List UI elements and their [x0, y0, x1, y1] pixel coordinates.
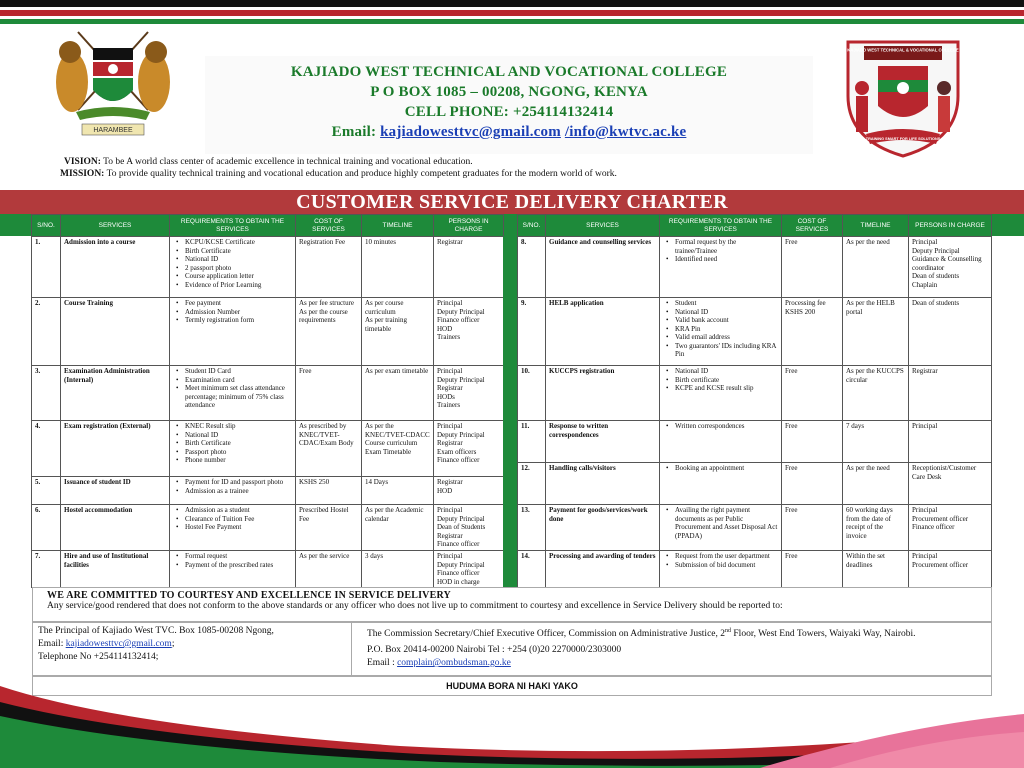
service-cost: Free: [782, 421, 843, 463]
contacts-box: [32, 622, 992, 676]
requirement-item: • Phone number: [173, 456, 292, 465]
service-number: 13.: [518, 505, 546, 551]
requirement-item: • Student: [663, 299, 778, 308]
service-row: [32, 421, 504, 477]
principal-phone: Telephone No +254114132414;: [38, 652, 159, 662]
requirement-item: • Examination card: [173, 376, 292, 385]
service-requirements: [170, 237, 296, 298]
service-row: [518, 366, 992, 421]
service-cost: Free: [782, 463, 843, 505]
service-persons: Registrar HOD: [434, 477, 504, 505]
service-row: [32, 366, 504, 421]
service-cost: Free: [782, 237, 843, 298]
requirement-item: • Written correspondences: [663, 422, 778, 431]
service-row: [32, 477, 504, 505]
requirements-list: [173, 367, 292, 410]
service-persons: Principal Deputy Principal Dean of Students Registrar Finance officer: [434, 505, 504, 551]
service-cost: Free: [782, 366, 843, 421]
commission-email-label: Email :: [367, 658, 398, 669]
requirement-item: • Formal request: [173, 552, 292, 561]
col-header-services: SERVICES: [546, 215, 660, 237]
service-cost: Processing fee KSHS 200: [782, 298, 843, 366]
bottom-swoosh: [0, 686, 1024, 768]
service-row: [32, 237, 504, 298]
service-name: Examination Administration (Internal): [61, 366, 170, 421]
service-number: 11.: [518, 421, 546, 463]
service-timeline: 10 minutes: [362, 237, 434, 298]
requirement-item: • National ID: [663, 367, 778, 376]
requirement-item: • KCPE and KCSE result slip: [663, 384, 778, 393]
vision-text: To be A world class center of academic excellence in technical training and vocational education.: [103, 157, 473, 167]
requirement-item: • Payment of the prescribed rates: [173, 561, 292, 570]
college-address: P O BOX 1085 – 00208, NGONG, KENYA: [370, 84, 648, 100]
requirement-item: • Course application letter: [173, 272, 292, 281]
principal-address: The Principal of Kajiado West TVC. Box 1085-00208 Ngong,: [38, 626, 274, 636]
service-row: [32, 551, 504, 588]
requirements-list: [173, 299, 292, 325]
requirement-item: • Valid bank account: [663, 316, 778, 325]
service-name: Course Training: [61, 298, 170, 366]
requirement-item: • Evidence of Prior Learning: [173, 281, 292, 290]
logo-text-bottom: TRAINING SMART FOR LIFE SOLUTIONS: [865, 137, 941, 141]
requirements-list: [173, 422, 292, 465]
requirement-item: • Fee payment: [173, 299, 292, 308]
commitment-body: Any service/good rendered that does not conform to the above standards or any officer who does not live up to commitment to courtesy and excellence in Service Delivery should be reported to:: [47, 601, 783, 611]
college-phone: CELL PHONE: +254114132414: [404, 104, 614, 120]
commission-address-a: The Commission Secretary/Chief Executive Officer, Commission on Administrative Justice, 2: [367, 629, 726, 640]
service-requirements: [660, 463, 782, 505]
commitment-heading: WE ARE COMMITTED TO COURTESY AND EXCELLENCE IN SERVICE DELIVERY: [47, 590, 451, 601]
requirement-item: • Submission of bid document: [663, 561, 778, 570]
service-number: 5.: [32, 477, 61, 505]
col-header-timeline: TIMELINE: [362, 215, 434, 237]
commission-address: [367, 625, 987, 641]
requirements-list: [173, 552, 292, 569]
requirement-item: • Termly registration form: [173, 316, 292, 325]
service-timeline: 14 Days: [362, 477, 434, 505]
service-cost: Prescribed Hostel Fee: [296, 505, 362, 551]
service-timeline: As per the KUCCPS circular: [843, 366, 909, 421]
service-persons: Principal Procurement officer: [909, 551, 992, 588]
service-row: [32, 298, 504, 366]
service-requirements: [660, 421, 782, 463]
service-timeline: As per the Academic calendar: [362, 505, 434, 551]
service-requirements: [170, 421, 296, 477]
service-timeline: As per the KNEC/TVET-CDACC Course curriculum Exam Timetable: [362, 421, 434, 477]
service-requirements: [660, 366, 782, 421]
table-divider: [503, 236, 517, 587]
requirement-item: • Meet minimum set class attendance percentage; minimum of 75% class attendance: [173, 384, 292, 410]
commission-email-line: [367, 657, 987, 670]
service-row: [518, 551, 992, 588]
service-name: Guidance and counselling services: [546, 237, 660, 298]
college-name: KAJIADO WEST TECHNICAL AND VOCATIONAL COLLEGE: [290, 64, 728, 80]
requirements-list: [173, 506, 292, 532]
principal-email-link[interactable]: kajiadowesttvc@gmail.com: [65, 639, 172, 649]
email-label: Email:: [331, 124, 377, 140]
requirement-item: • National ID: [173, 431, 292, 440]
service-cost: Free: [296, 366, 362, 421]
service-number: 4.: [32, 421, 61, 477]
service-cost: Free: [782, 505, 843, 551]
service-requirements: [170, 505, 296, 551]
requirements-list: [663, 506, 778, 540]
service-persons: Principal: [909, 421, 992, 463]
service-persons: Registrar: [434, 237, 504, 298]
logo-text-top: KAJIADO WEST TECHNICAL & VOCATIONAL COLLEGE: [847, 47, 959, 53]
email-link-primary[interactable]: kajiadowesttvc@gmail.com: [380, 124, 561, 140]
swoosh-decoration-icon: [0, 686, 1024, 768]
mission-statement: [60, 168, 617, 180]
requirement-item: • Valid email address: [663, 333, 778, 342]
service-cost: Free: [782, 551, 843, 588]
service-row: [518, 237, 992, 298]
service-persons: Principal Deputy Principal Finance officer HOD in charge: [434, 551, 504, 588]
col-header-requirements: REQUIREMENTS TO OBTAIN THE SERVICES: [660, 215, 782, 237]
service-requirements: [170, 551, 296, 588]
principal-contact: [38, 625, 348, 664]
requirement-item: • Two guarantors' IDs including KRA Pin: [663, 342, 778, 359]
requirements-list: [663, 299, 778, 359]
principal-email-line: [38, 638, 348, 651]
charter-title: CUSTOMER SERVICE DELIVERY CHARTER: [0, 190, 1024, 214]
service-number: 8.: [518, 237, 546, 298]
commission-address-b: Floor, West End Towers, Waiyaki Way, Nairobi.: [731, 629, 916, 640]
requirement-item: • Student ID Card: [173, 367, 292, 376]
service-requirements: [660, 237, 782, 298]
service-cost: As prescribed by KNEC/TVET-CDAC/Exam Body: [296, 421, 362, 477]
service-row: [518, 298, 992, 366]
email-link-secondary[interactable]: /info@kwtvc.ac.ke: [564, 124, 687, 140]
service-requirements: [170, 298, 296, 366]
service-requirements: [170, 477, 296, 505]
col-header-sno: S/NO.: [32, 215, 61, 237]
requirement-item: • Admission Number: [173, 308, 292, 317]
service-number: 3.: [32, 366, 61, 421]
service-requirements: [660, 505, 782, 551]
service-number: 6.: [32, 505, 61, 551]
vision-label: VISION:: [64, 157, 101, 167]
table-header-row: [518, 215, 992, 237]
service-name: Admission into a course: [61, 237, 170, 298]
service-cost: KSHS 250: [296, 477, 362, 505]
service-requirements: [170, 366, 296, 421]
charter-table-left: [31, 214, 504, 588]
commission-box: P.O. Box 20414-00200 Nairobi Tel : +254 (0)20 2270000/2303000: [367, 645, 622, 656]
service-name: Hire and use of Institutional facilities: [61, 551, 170, 588]
col-header-cost: COST OF SERVICES: [296, 215, 362, 237]
service-row: [32, 505, 504, 551]
service-cost: As per the service: [296, 551, 362, 588]
charter-table-right: [517, 214, 992, 588]
college-logo-icon: [836, 36, 970, 160]
service-name: Handling calls/visitors: [546, 463, 660, 505]
service-name: Processing and awarding of tenders: [546, 551, 660, 588]
service-cost: Registration Fee: [296, 237, 362, 298]
vision-statement: [64, 156, 473, 168]
service-number: 7.: [32, 551, 61, 588]
col-header-sno: S/NO.: [518, 215, 546, 237]
service-timeline: As per course curriculum As per training timetable: [362, 298, 434, 366]
coat-of-arms-icon: [48, 26, 178, 144]
service-persons: Principal Deputy Principal Finance officer HOD Trainers: [434, 298, 504, 366]
requirements-list: [663, 422, 778, 431]
requirement-item: • Birth Certificate: [173, 247, 292, 256]
commission-contact: [367, 625, 987, 670]
requirement-item: • Birth certificate: [663, 376, 778, 385]
requirement-item: • Passport photo: [173, 448, 292, 457]
service-name: Payment for goods/services/work done: [546, 505, 660, 551]
requirement-item: • Formal request by the trainee/Trainee: [663, 238, 778, 255]
requirement-item: • Hostel Fee Payment: [173, 523, 292, 532]
requirement-item: • Clearance of Tuition Fee: [173, 515, 292, 524]
service-persons: Receptionist/Customer Care Desk: [909, 463, 992, 505]
service-timeline: Within the set deadlines: [843, 551, 909, 588]
principal-email-label: Email:: [38, 639, 66, 649]
service-persons: Registrar: [909, 366, 992, 421]
service-persons: Principal Deputy Principal Registrar HODs Trainers: [434, 366, 504, 421]
service-row: [518, 505, 992, 551]
commission-email-link[interactable]: complain@ombudsman.go.ke: [397, 658, 511, 669]
service-name: Exam registration (External): [61, 421, 170, 477]
college-logo: [836, 36, 970, 160]
contacts-divider: [351, 623, 352, 677]
mission-text: To provide quality technical training and vocational education and produce highly competent graduates for the modern world of work.: [106, 169, 617, 179]
col-header-requirements: REQUIREMENTS TO OBTAIN THE SERVICES: [170, 215, 296, 237]
requirement-item: • National ID: [173, 255, 292, 264]
requirement-item: • Birth Certificate: [173, 439, 292, 448]
college-header: [205, 56, 813, 154]
requirement-item: • Availing the right payment documents as per Public Procurement and Asset Disposal Act (PPADA): [663, 506, 778, 540]
col-header-cost: COST OF SERVICES: [782, 215, 843, 237]
service-persons: Principal Deputy Principal Registrar Exam officers Finance officer: [434, 421, 504, 477]
requirements-list: [173, 478, 292, 495]
requirement-item: • Admission as a trainee: [173, 487, 292, 496]
service-timeline: 60 working days from the date of receipt of the invoice: [843, 505, 909, 551]
service-number: 14.: [518, 551, 546, 588]
service-row: [518, 421, 992, 463]
requirement-item: • KNEC Result slip: [173, 422, 292, 431]
col-header-timeline: TIMELINE: [843, 215, 909, 237]
service-name: KUCCPS registration: [546, 366, 660, 421]
service-name: Response to written correspondences: [546, 421, 660, 463]
requirement-item: • KRA Pin: [663, 325, 778, 334]
service-number: 2.: [32, 298, 61, 366]
service-name: HELB application: [546, 298, 660, 366]
requirement-item: • Admission as a student: [173, 506, 292, 515]
principal-email-suffix: ;: [171, 639, 175, 649]
requirement-item: • Request from the user department: [663, 552, 778, 561]
requirements-list: [663, 464, 778, 473]
service-timeline: 7 days: [843, 421, 909, 463]
coat-motto: HARAMBEE: [93, 127, 133, 134]
col-header-persons: PERSONS IN CHARGE: [909, 215, 992, 237]
table-header-row: [32, 215, 504, 237]
commission-address-sup: nd: [725, 628, 732, 634]
service-timeline: As per the need: [843, 237, 909, 298]
col-header-services: SERVICES: [61, 215, 170, 237]
service-name: Hostel accommodation: [61, 505, 170, 551]
requirement-item: • Payment for ID and passport photo: [173, 478, 292, 487]
commitment-box: [32, 587, 992, 622]
footer-motto: HUDUMA BORA NI HAKI YAKO: [32, 676, 992, 696]
service-persons: Dean of students: [909, 298, 992, 366]
requirements-list: [173, 238, 292, 289]
service-requirements: [660, 298, 782, 366]
service-timeline: As per exam timetable: [362, 366, 434, 421]
service-timeline: As per the HELB portal: [843, 298, 909, 366]
college-email-line: [205, 122, 813, 142]
service-number: 10.: [518, 366, 546, 421]
requirement-item: • National ID: [663, 308, 778, 317]
requirement-item: • KCPU/KCSE Certificate: [173, 238, 292, 247]
service-row: [518, 463, 992, 505]
requirement-item: • Booking an appointment: [663, 464, 778, 473]
service-timeline: 3 days: [362, 551, 434, 588]
requirements-list: [663, 238, 778, 264]
coat-of-arms: [48, 26, 178, 144]
service-number: 9.: [518, 298, 546, 366]
requirement-item: • 2 passport photo: [173, 264, 292, 273]
service-number: 12.: [518, 463, 546, 505]
service-persons: Principal Deputy Principal Guidance & Counselling coordinator Dean of students Chaplain: [909, 237, 992, 298]
col-header-persons: PERSONS IN CHARGE: [434, 215, 504, 237]
service-name: Issuance of student ID: [61, 477, 170, 505]
requirements-list: [663, 552, 778, 569]
service-cost: As per fee structure As per the course requirements: [296, 298, 362, 366]
mission-label: MISSION:: [60, 169, 105, 179]
requirements-list: [663, 367, 778, 393]
service-persons: Principal Procurement officer Finance officer: [909, 505, 992, 551]
service-requirements: [660, 551, 782, 588]
service-number: 1.: [32, 237, 61, 298]
requirement-item: • Identified need: [663, 255, 778, 264]
service-timeline: As per the need: [843, 463, 909, 505]
